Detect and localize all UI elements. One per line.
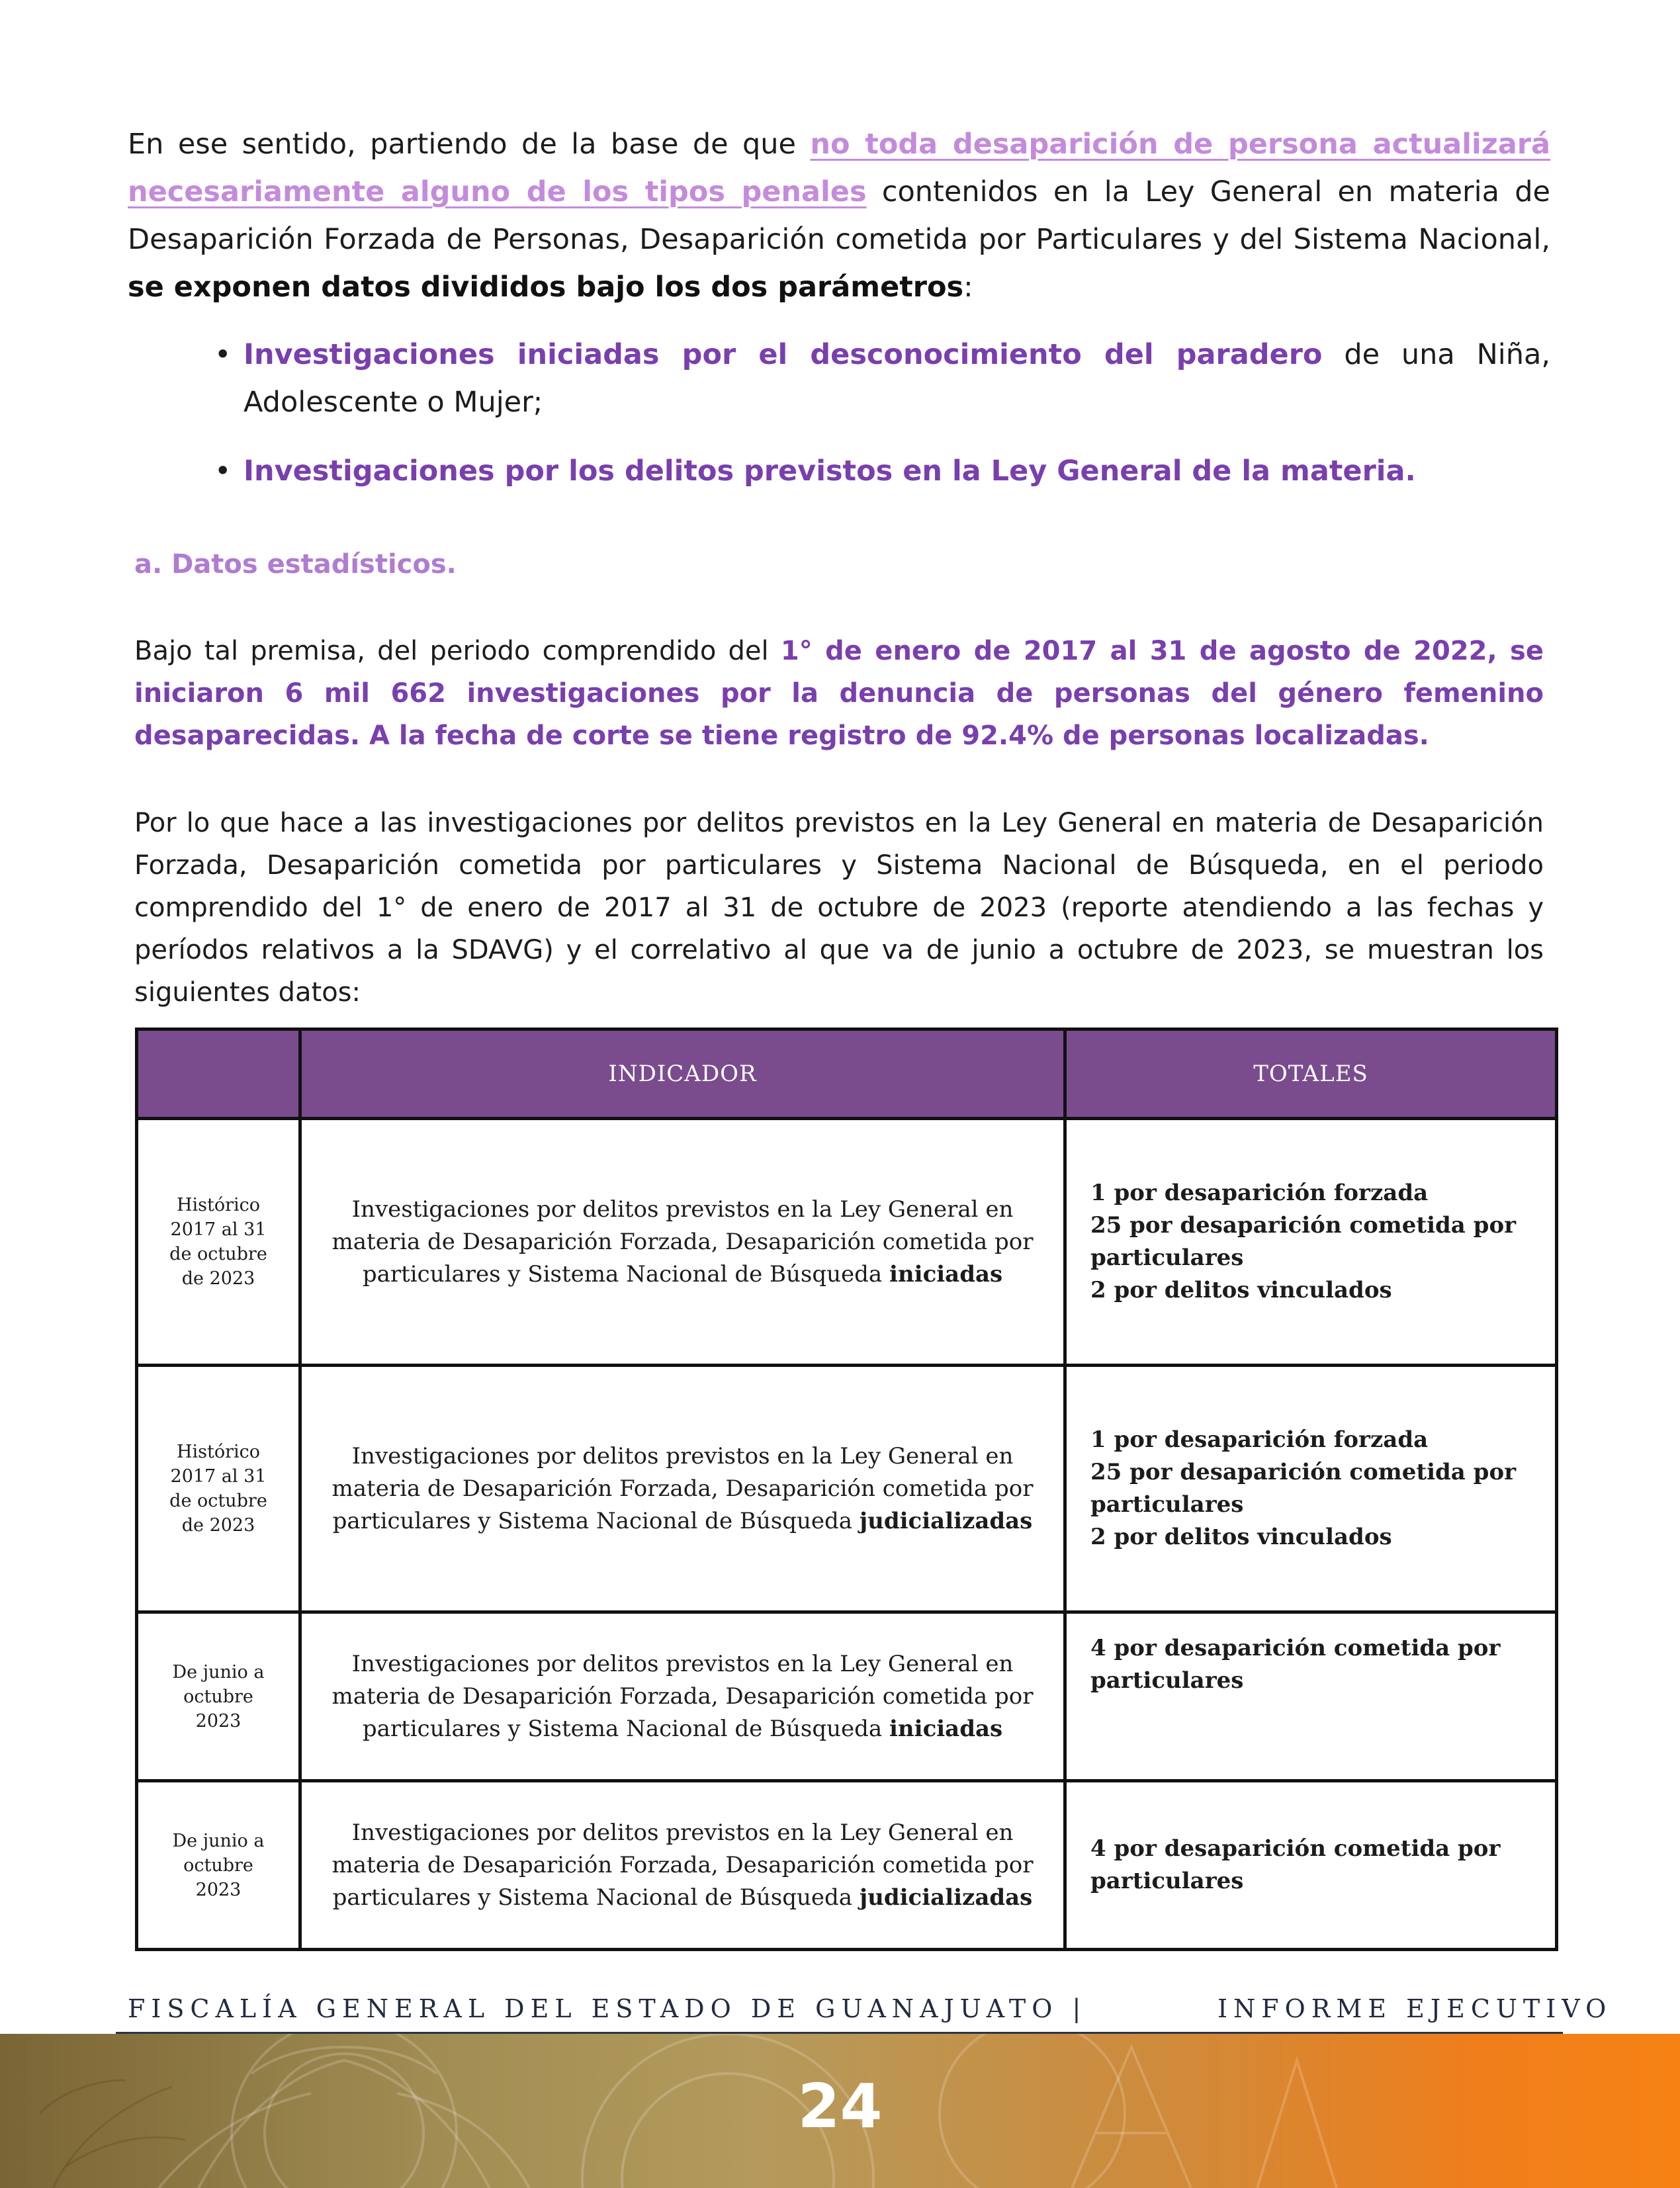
period-cell: De junio a octubre 2023 xyxy=(137,1781,300,1950)
indicator-text: Investigaciones por delitos previstos en la Ley General en materia de Desaparición Forzada, Desaparición cometida por particulares y Sistema Nacional de Búsqueda xyxy=(332,1650,1034,1742)
stats-bold: 1° de enero de 2017 al 31 de agosto de 2022, se iniciaron 6 mil 662 investigaciones por la denuncia de personas del género femenino desaparecidas. A la fecha de corte se tiene registro de 92.4% de personas localizadas. xyxy=(134,636,1544,751)
table-header-row xyxy=(137,1029,1557,1119)
table-row xyxy=(137,1612,1557,1781)
table-row xyxy=(137,1366,1557,1612)
stats-paragraph xyxy=(134,630,1544,757)
footer-institution: FISCALÍA GENERAL DEL ESTADO DE GUANAJUATO | xyxy=(128,1994,1087,2023)
investigations-paragraph: Por lo que hace a las investigaciones por delitos previstos en la Ley General en materia de Desaparición Forzada, Desaparición cometida por particulares y Sistema Nacional de Búsqueda, en el periodo comprendido del 1° de enero de 2017 al 31 de octubre de 2023 (reporte atendiendo a las fechas y períodos relativos a la SDAVG) y el correlativo al que va de junio a octubre de 2023, se muestran los siguientes datos: xyxy=(134,808,1544,1008)
totals-cell xyxy=(1065,1119,1557,1366)
total-line: 2 por delitos vinculados xyxy=(1090,1277,1392,1303)
total-line: 4 por desaparición cometida por particulares xyxy=(1090,1835,1501,1894)
header-indicador: INDICADOR xyxy=(300,1029,1065,1119)
indicator-bold: judicializadas xyxy=(859,1507,1033,1534)
list-item xyxy=(199,447,1550,495)
bullet-bold: Investigaciones iniciadas por el desconocimiento del paradero xyxy=(243,338,1323,371)
intro-text-3: : xyxy=(963,271,973,304)
indicator-text: Investigaciones por delitos previstos en la Ley General en materia de Desaparición Forzada, Desaparición cometida por particulares y Sistema Nacional de Búsqueda xyxy=(332,1196,1034,1288)
total-line: 4 por desaparición cometida por particulares xyxy=(1090,1635,1501,1694)
stats-text: Bajo tal premisa, del periodo comprendido del xyxy=(134,636,781,666)
header-totales: TOTALES xyxy=(1065,1029,1557,1119)
footer-report-title: INFORME EJECUTIVO xyxy=(1217,1994,1613,2023)
intro-highlight-link[interactable]: no toda desaparición de persona actualizará necesariamente alguno de los tipos penales xyxy=(128,128,1551,208)
total-line: 1 por desaparición forzada xyxy=(1090,1180,1429,1206)
indicator-text: Investigaciones por delitos previstos en la Ley General en materia de Desaparición Forzada, Desaparición cometida por particulares y Sistema Nacional de Búsqueda xyxy=(332,1819,1034,1911)
list-item xyxy=(199,331,1550,426)
indicator-cell xyxy=(300,1612,1065,1781)
intro-paragraph xyxy=(128,120,1550,311)
table-row xyxy=(137,1119,1557,1366)
indicator-cell xyxy=(300,1366,1065,1612)
section-title: a. Datos estadísticos. xyxy=(134,549,457,580)
indicator-cell xyxy=(300,1781,1065,1950)
indicator-text: Investigaciones por delitos previstos en la Ley General en materia de Desaparición Forzada, Desaparición cometida por particulares y Sistema Nacional de Búsqueda xyxy=(332,1442,1034,1534)
period-cell: Histórico 2017 al 31 de octubre de 2023 xyxy=(137,1119,300,1366)
totals-cell xyxy=(1065,1612,1557,1781)
table-row xyxy=(137,1781,1557,1950)
intro-text-1: En ese sentido, partiendo de la base de que xyxy=(128,128,811,161)
indicators-table xyxy=(135,1028,1558,1951)
header-period xyxy=(137,1029,300,1119)
indicator-bold: judicializadas xyxy=(859,1884,1033,1911)
intro-bold: se exponen datos divididos bajo los dos parámetros xyxy=(128,271,964,304)
bullet-bold: Investigaciones por los delitos previstos en la Ley General de la materia. xyxy=(243,455,1416,488)
indicator-bold: iniciadas xyxy=(889,1715,1003,1742)
page-number: 24 xyxy=(797,2071,883,2142)
totals-cell xyxy=(1065,1781,1557,1950)
parameters-list xyxy=(199,331,1550,516)
total-line: 25 por desaparición cometida por particulares xyxy=(1090,1459,1517,1518)
total-line: 1 por desaparición forzada xyxy=(1090,1426,1429,1453)
period-cell: Histórico 2017 al 31 de octubre de 2023 xyxy=(137,1366,300,1612)
indicator-cell xyxy=(300,1119,1065,1366)
total-line: 25 por desaparición cometida por particulares xyxy=(1090,1212,1517,1271)
total-line: 2 por delitos vinculados xyxy=(1090,1524,1392,1550)
totals-cell xyxy=(1065,1366,1557,1612)
indicator-bold: iniciadas xyxy=(889,1260,1003,1288)
period-cell: De junio a octubre 2023 xyxy=(137,1612,300,1781)
intro-text-2: contenidos en la Ley General en materia de Desaparición Forzada de Personas, Desaparición cometida por Particulares y del Sistema Nacional, xyxy=(128,175,1550,256)
bullet-text: de una Niña, Adolescente o Mujer; xyxy=(243,338,1551,419)
